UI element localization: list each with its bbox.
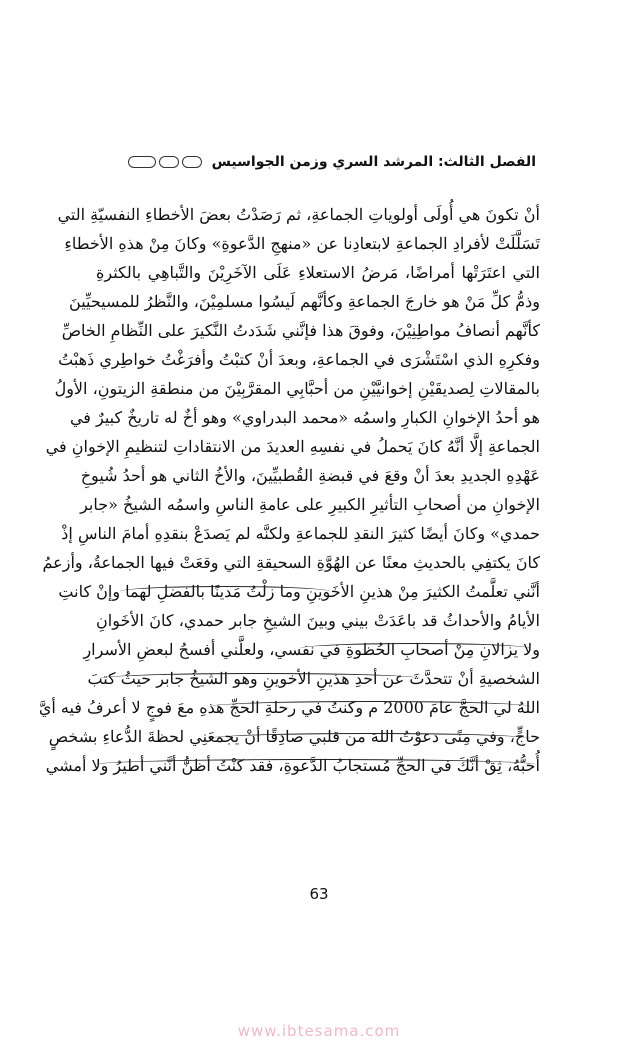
handwritten-underline-mark xyxy=(100,673,420,684)
chapter-title: الفصل الثالث: المرشد السري وزمن الجواسيس xyxy=(211,154,536,170)
handwritten-underline-mark xyxy=(300,643,530,654)
watermark-url: www.ibtesama.com xyxy=(237,1022,401,1040)
text-line: حاجٍّ، وفي مِنًى دعوْتُ اللهَ من قلبي صادِقًا أنْ يجمعَنِي لحظةَ الدُّعاءِ بشخصٍ xyxy=(48,727,540,746)
text-line: الجماعةِ إلَّا أنَّهُ كانَ يَحملُ في نفسِهِ العديدَ من الانتقاداتِ لتنظيمِ الإخوانِ في xyxy=(45,437,540,456)
text-line: اللهُ لي الحجَّ عامَ 2000 م وكنتُ في رحلةِ الحجِّ هذهِ معَ فوجٍ لا أعرفُ فيه أيَّ xyxy=(38,698,540,717)
text-line: وفكرِهِ الذي اسْتَشْرَى في الجماعةِ، وبعدَ أنْ كتبْتُ وأفرَغْتُ خواطِري ذَهبْتُ xyxy=(58,350,540,369)
text-line: أنَّني تعلَّمتُ الكثيرَ مِنْ هذينِ الأخَوينِ وما زلْتُ مَدينًا بالفضلِ لهما وإنْ كانتِ xyxy=(58,582,540,601)
running-header xyxy=(96,150,536,174)
handwritten-underline-mark xyxy=(210,701,530,712)
text-line: الشخصيةِ أنْ تتحدَّثَ عن أحدِ هذينِ الأخوينِ وهو الشيخُ جابر حيثُ كتبَ xyxy=(87,669,540,688)
handwritten-underline-mark xyxy=(210,733,530,744)
text-line: التي اعتَرَتْها أمراضًا، مَرضُ الاستعلاءِ عَلَى الآخَرِيْنَ والتَّباهِي بالكثرةِ xyxy=(96,263,540,282)
text-line: كانَ يكتفِي بالحديثِ معنًا عن الهُوَّةِ السحيقةِ التي وقعَتْ فيها الجماعةُ، وأزعمُ xyxy=(42,553,540,572)
text-line: الأيامُ والأحداثُ قد باعَدَتْ بيني وبينَ الشيخِ جابر حمدي، كانَ الأخَوانِ xyxy=(96,611,540,630)
text-line: وذمُّ كلِّ مَنْ هو خارجَ الجماعةِ وكأنَّهم لَيسُوا مسلمِيْنَ، والنَّظرُ للمسيحيِّينَ xyxy=(69,292,540,311)
text-line: هو أحدُ الإخوانِ الكبارِ واسمُه «محمد البدراوي» وهو أخٌ له تاريخٌ كبيرٌ في xyxy=(69,408,540,427)
text-line: الإخوانِ من أصحابِ التأثيرِ الكبيرِ على عامةِ الناسِ واسمُه الشيخُ «جابر xyxy=(80,495,540,514)
text-line: كأنَّهم أنصافُ مواطِنِيْنَ، وفوقَ هذا فإنَّني شَدَدتُ النَّكيرَ على النِّظامِ الخاصِّ xyxy=(61,321,540,340)
page-number: 63 xyxy=(309,885,329,903)
handwritten-underline-mark xyxy=(96,759,536,770)
text-line: عَهْدِهِ الجديدِ بعدَ أنْ وقعَ في قبضةِ القُطبيِّينَ، والأخُ الثاني هو أحدُ شُيوخِ xyxy=(80,466,540,485)
handwritten-underline-mark xyxy=(120,586,330,597)
body-text xyxy=(38,200,540,780)
text-line: بالمقالاتِ لِصديقَيْنِ إخوانيَّيْنِ من أحبَّابِي المقرَّبِيْنَ من منطقةِ الزيتونِ، الأولُ xyxy=(54,379,540,398)
text-line: تَسَلَّلَتْ لأفرادِ الجماعةِ لابتعادِنا عن «منهجِ الدَّعوةِ» وكانَ مِنْ هذهِ الأخطاءِ xyxy=(64,234,540,253)
text-line: حمدي» وكانَ أيضًا كثيرَ النقدِ للجماعةِ ولكنَّه لم يَصدَعْ بنقدِهِ أمامَ الناسِ إذْ xyxy=(61,524,540,543)
text-line: أُحبُّهُ، ثِقْ أنَّكَ في الحجِّ مُستجابُ الدَّعوةِ، فقد كنْتُ أظنُّ أنَّني أطيرُ ولا أمشي xyxy=(45,756,540,775)
header-ornament-icon xyxy=(128,156,202,168)
text-line: ولا يزالانِ مِنْ أصحابِ الحُظوةِ في نفسي، ولعلَّني أفسحُ لبعضِ الأسرارِ xyxy=(83,640,540,659)
text-line: أنْ تكونَ هي أُولَى أولوياتِ الجماعةِ، ثم رَصَدْتُ بعضَ الأخطاءِ النفسيّةِ التي xyxy=(57,205,540,224)
